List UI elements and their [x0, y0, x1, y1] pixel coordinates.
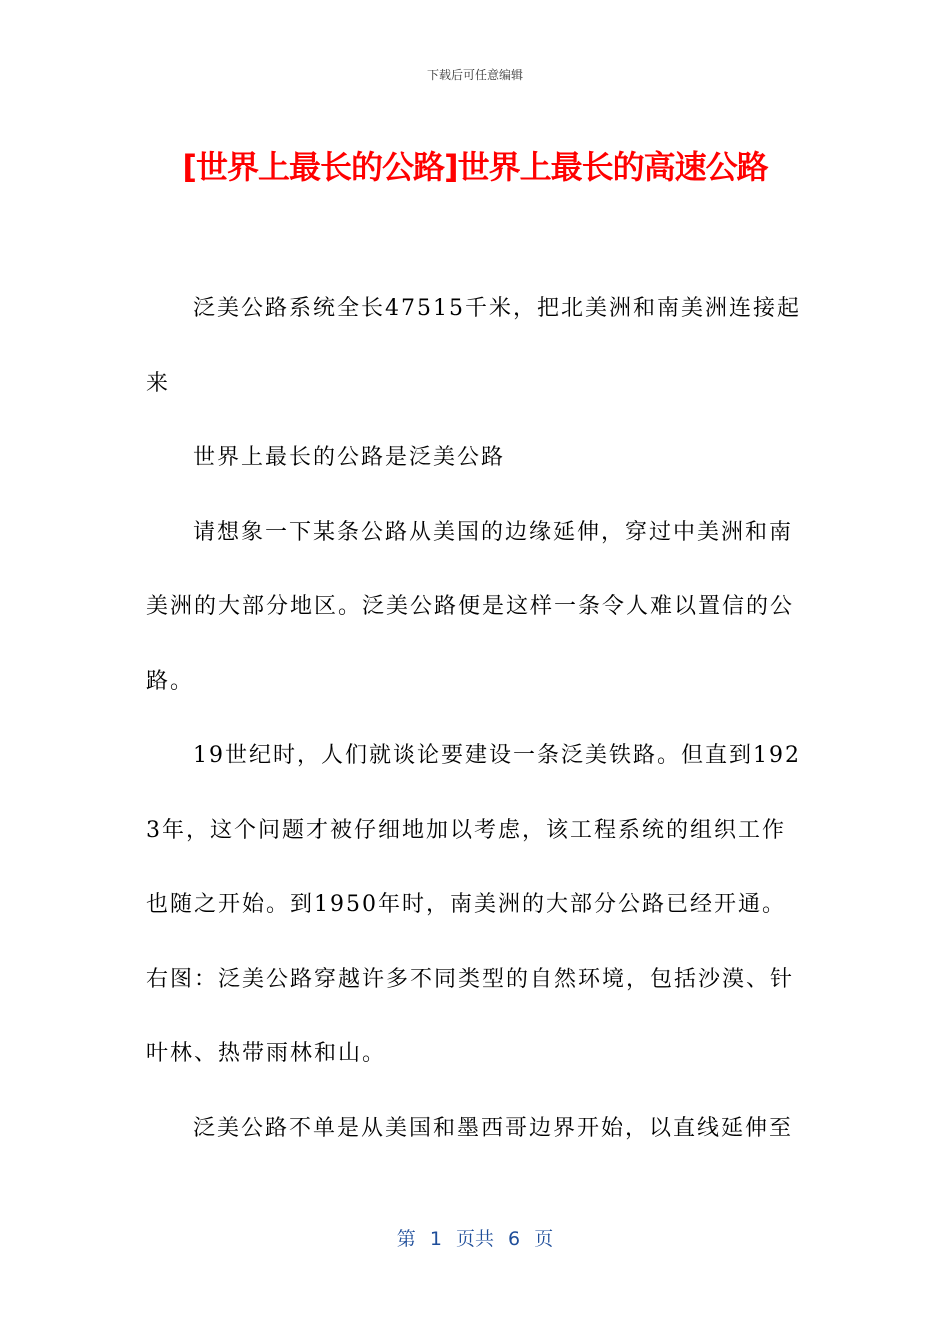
- page-number-footer: [0, 1224, 950, 1251]
- document-title: [世界上最长的公路]世界上最长的高速公路: [182, 148, 768, 186]
- paragraph: 泛美公路不单是从美国和墨西哥边界开始，以直线延伸至: [193, 1115, 794, 1141]
- footer-total-pages: 6: [508, 1228, 521, 1250]
- footer-label-page-end: 页: [534, 1228, 554, 1250]
- paragraph: 请想象一下某条公路从美国的边缘延伸，穿过中美洲和南美洲的大部分地区。泛美公路便是这样一条令人难以置信的公路。: [146, 519, 795, 694]
- header-note: 下载后可任意编辑: [426, 68, 523, 82]
- footer-label-page: 第: [396, 1228, 416, 1250]
- document-body: [146, 272, 802, 1166]
- footer-current-page: 1: [429, 1228, 442, 1250]
- footer-label-total: 页共: [455, 1228, 494, 1250]
- paragraph: 泛美公路系统全长47515千米，把北美洲和南美洲连接起来: [146, 296, 801, 396]
- paragraph: 世界上最长的公路是泛美公路: [193, 445, 506, 470]
- paragraph: 19世纪时，人们就谈论要建设一条泛美铁路。但直到1923年，这个问题才被仔细地加以考虑，该工程系统的组织工作也随之开始。到1950年时，南美洲的大部分公路已经开通。右图：泛美公路穿越许多不同类型的自然环境，包括沙漠、针叶林、热带雨林和山。: [146, 743, 801, 1066]
